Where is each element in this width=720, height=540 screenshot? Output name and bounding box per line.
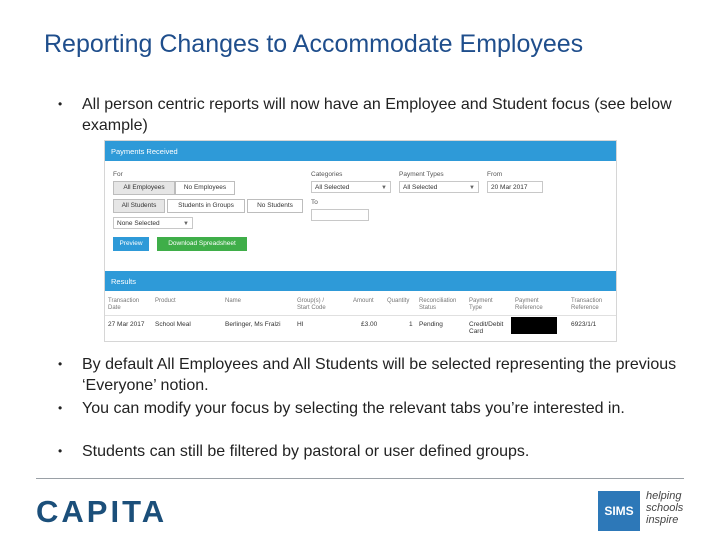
table-cell: HI (297, 321, 304, 328)
bullet-text: You can modify your focus by selecting the relevant tabs you’re interested in. (82, 400, 625, 417)
to-date-input[interactable] (311, 209, 369, 221)
bullet-item (58, 354, 678, 396)
payments-received-header (105, 141, 616, 161)
column-header: Transaction Date (108, 298, 140, 311)
sims-logo: SIMS (598, 491, 640, 531)
column-header: Quantity (387, 298, 410, 304)
categories-select[interactable] (311, 181, 391, 193)
bullet-dot: • (58, 97, 63, 111)
table-cell: Pending (419, 321, 443, 328)
bullet-dot: • (58, 444, 63, 458)
for-label: For (113, 171, 123, 178)
download-spreadsheet-button[interactable]: Download Spreadsheet (157, 237, 247, 251)
table-cell: £3.00 (361, 321, 378, 328)
bullet-item (58, 441, 678, 462)
slide-title: Reporting Changes to Accommodate Employees (44, 30, 584, 58)
preview-button[interactable]: Preview (113, 237, 149, 251)
tagline-line: helping (646, 490, 682, 502)
tab-no-students[interactable]: No Students (247, 199, 303, 213)
tagline-line: schools (646, 502, 684, 514)
group-select-value: None Selected (117, 220, 160, 227)
table-cell: 6923/1/1 (571, 321, 597, 328)
report-screenshot (104, 140, 617, 342)
bullet-text: By default All Employees and All Students will be selected representing the previous ‘Everyone’ notion. (82, 356, 677, 394)
table-cell: 1 (409, 321, 413, 328)
column-header: Group(s) / Start Code (297, 298, 326, 311)
bullet-text: All person centric reports will now have an Employee and Student focus (see below example) (82, 96, 672, 134)
table-cell: Credit/Debit Card (469, 321, 504, 335)
bullet-text: Students can still be filtered by pastoral or user defined groups. (82, 443, 530, 460)
bullet-item (58, 398, 678, 419)
to-label: To (311, 199, 318, 206)
column-header: Payment Type (469, 298, 493, 311)
column-header: Amount (353, 298, 374, 304)
chevron-down-icon: ▼ (469, 185, 475, 191)
tab-all-students[interactable]: All Students (113, 199, 165, 213)
payment-types-label: Payment Types (399, 171, 444, 178)
column-header: Reconciliation Status (419, 298, 457, 311)
tab-no-employees[interactable]: No Employees (175, 181, 235, 195)
chevron-down-icon: ▼ (183, 221, 189, 227)
bullet-dot: • (58, 357, 63, 371)
redacted-reference (511, 317, 557, 334)
chevron-down-icon: ▼ (381, 185, 387, 191)
column-header: Transaction Reference (571, 298, 603, 311)
column-header: Payment Reference (515, 298, 543, 311)
column-header: Name (225, 298, 242, 304)
table-cell: 27 Mar 2017 (108, 321, 145, 328)
from-label: From (487, 171, 503, 178)
bullet-dot: • (58, 401, 63, 415)
column-header: Product (155, 298, 176, 304)
from-date-input[interactable]: 20 Mar 2017 (487, 181, 543, 193)
categories-value: All Selected (315, 184, 350, 191)
tab-students-in-groups[interactable]: Students in Groups (167, 199, 245, 213)
tab-all-employees[interactable]: All Employees (113, 181, 175, 195)
tagline-line: inspire (646, 514, 679, 526)
row-divider (105, 315, 616, 316)
results-header (105, 271, 616, 291)
payment-types-select[interactable] (399, 181, 479, 193)
bullet-item (58, 94, 678, 136)
table-cell: School Meal (155, 321, 191, 328)
results-label: Results (111, 277, 137, 286)
capita-logo: CAPITA (36, 494, 168, 529)
tagline (646, 490, 683, 526)
header-label: Payments Received (111, 147, 178, 156)
table-cell: Berlinger, Ms Fralzi (225, 321, 281, 328)
categories-label: Categories (311, 171, 343, 178)
footer-divider (36, 478, 684, 479)
payment-types-value: All Selected (403, 184, 438, 191)
group-select[interactable] (113, 217, 193, 229)
